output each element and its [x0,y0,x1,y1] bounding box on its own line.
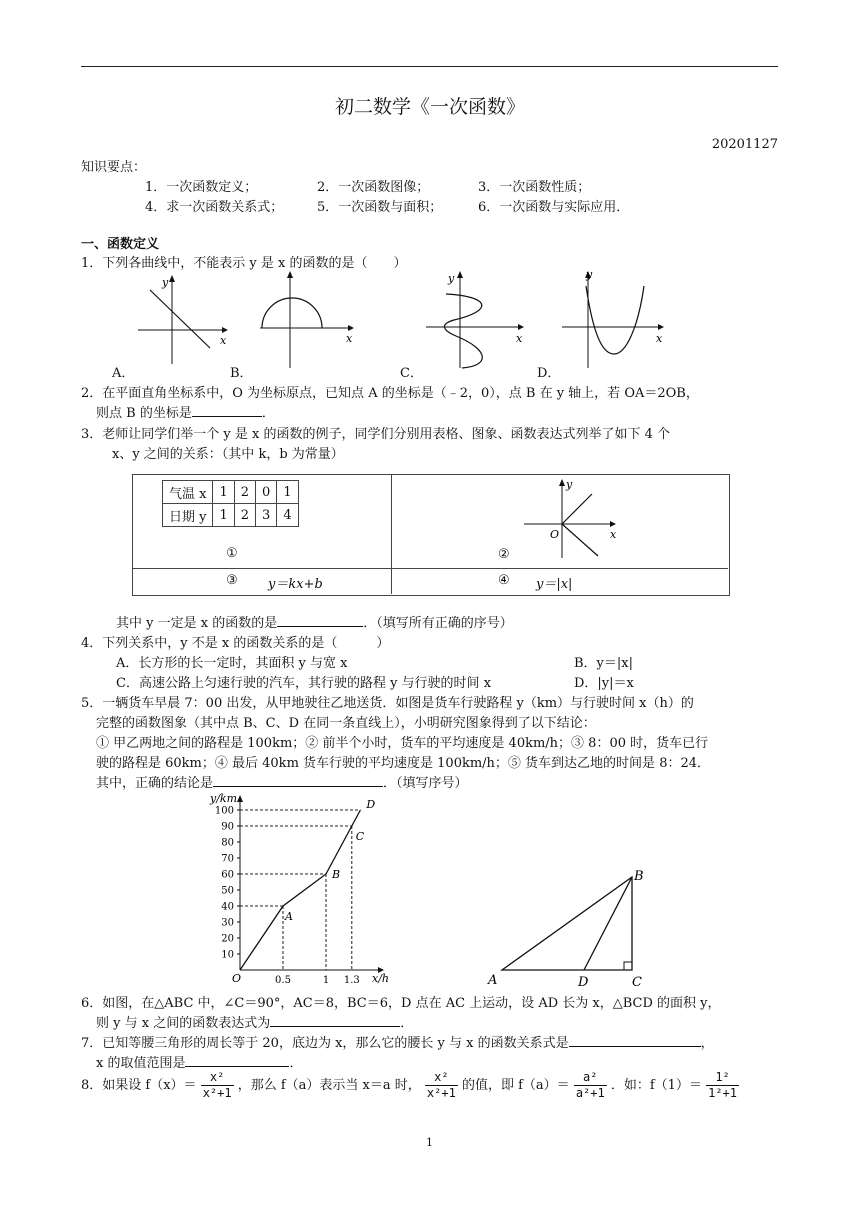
chart-ticks [215,806,360,987]
q1-option-d: D． [537,366,561,381]
table-cell: 1 [277,481,298,504]
segment-bd [584,877,632,970]
top-rule [81,66,778,67]
y-tick-label: 10 [221,949,234,961]
table-row [163,481,299,504]
q4-option-d: D．|y|＝x [574,676,634,691]
y-tick-label: 20 [221,933,234,945]
q3-line1: 3．老师让同学们举一个 y 是 x 的函数的例子，同学们分别用表格、图象、函数表达式列举了如下 4 个 [81,427,671,442]
table-cell: 2 [234,504,255,527]
svg-text:y: y [448,272,455,285]
q3-graph [510,476,630,562]
q4-option-c: C．高速公路上匀速行驶的汽车，其行驶的路程 y 与行驶的时间 x [116,676,492,691]
q5-line3: ① 甲乙两地之间的路程是 100km；② 前半个小时，货车的平均速度是 40km/h；③ 8：00 时，货车已行 [96,736,709,751]
x-axis-label: x/h [372,972,389,985]
x-tick-label: 1.3 [343,975,360,986]
point-label: B [332,868,341,881]
y-tick-label: 90 [221,821,234,833]
knowledge-item: 3．一次函数性质； [478,180,591,195]
q3-mark-4: ④ [498,573,510,588]
q6-line1: 6．如图，在△ABC 中，∠C＝90°，AC＝8，BC＝6，D 点在 AC 上运动，设 AD 长为 x，△BCD 的面积 y， [81,996,721,1011]
vertex-a-label: A [488,973,498,988]
y-axis-label: y/km [210,792,238,805]
knowledge-item: 5．一次函数与面积； [317,200,443,215]
axis-x-label: x [220,334,227,347]
y-tick-label: 60 [221,869,234,881]
x-tick-label: 0.5 [275,975,291,986]
knowledge-item: 4．求一次函数关系式； [145,200,284,215]
q1-graph-d [562,270,664,368]
q1-curves-figure [110,270,750,378]
q7-line2: x 的取值范围是 ． [96,1056,303,1071]
chart-axes [209,792,389,985]
q5-line2: 完整的函数图象（其中点 B、C、D 在同一条直线上），小明研究图象得到了以下结论： [96,716,596,731]
origin-label: O [550,528,560,541]
triangle-abc [502,877,632,970]
fraction: $\frac{\text{x²}}{\text{x²+1}}$ [202,1070,232,1100]
q1-graph-c [426,271,524,368]
point-label: A [285,910,293,923]
q8-line: 8．如果设 f（x）＝ $\frac{\text{x²}}{\text{x²+1}}$ ，那么 f（a）表示当 x＝a 时， $\frac{\text{x²}}{\text{x²+1}}$ 的值，即 f（a）＝ $\frac{\text{a²}}{\text{a²+1}}$ ．如：f（1）＝ $\frac{\text{1²}}{\text{1²+1}}$ [81,1070,737,1100]
q3-box-divider-v [391,474,392,594]
page-number: 1 [426,1136,433,1149]
triangle-abc-figure [484,862,654,990]
table-cell: 0 [256,481,277,504]
q2-line2: 则点 B 的坐标是 ． [96,406,275,421]
q6-line2: 则 y 与 x 之间的函数表达式为 ． [96,1016,414,1031]
series-line [240,810,360,970]
q1-option-b: B． [230,366,253,381]
axis-y-label: y [566,478,573,491]
answer-blank [213,774,383,787]
y-axis-arrow [237,795,243,802]
q5-line5: 其中，正确的结论是 ．（填写序号） [96,776,468,791]
q7-line1: 7．已知等腰三角形的周长等于 20，底边为 x，那么它的腰长 y 与 x 的函数关系式是 ， [81,1036,714,1051]
page-title: 初二数学《一次函数》 [334,96,525,118]
vertex-b-label: B [634,869,644,884]
axis-y-label: y [162,276,169,289]
point-d-label: D [578,975,589,990]
answer-blank [569,1034,701,1047]
doc-date: 20201127 [711,137,778,152]
point-label: C [355,830,365,843]
table-row [163,504,299,527]
y-tick-label: 40 [221,901,234,913]
answer-blank [185,1054,289,1067]
q2-line1: 2．在平面直角坐标系中，O 为坐标原点，已知点 A 的坐标是（﹣2，0），点 B 在 y 轴上，若 OA＝2OB， [81,386,699,401]
y-tick-label: 80 [221,837,234,849]
table-cell: 3 [256,504,277,527]
answer-blank [270,1014,400,1027]
chart-point-labels [284,798,375,923]
answer-blank [192,404,262,417]
q4-stem: 4．下列关系中，y 不是 x 的函数关系的是（ ） [81,636,390,651]
table-cell: 1 [213,481,234,504]
q1-option-a: A． [112,366,135,381]
knowledge-heading: 知识要点： [81,160,147,175]
y-tick-label: 50 [221,885,234,897]
q3-mark-2: ② [498,547,510,562]
q1-option-c: C． [400,366,423,381]
right-angle-mark [624,962,632,970]
q1-graph-a [138,275,228,364]
q3-expr-4: y＝|x| [536,577,573,592]
q5-distance-time-chart [200,788,400,992]
table-cell: 4 [277,504,298,527]
q5-line4: 驶的路程是 60km；④ 最后 40km 货车行驶的平均速度是 100km/h；⑤ 货车到达乙地的时间是 8：24． [96,756,711,771]
q3-answer: 其中 y 一定是 x 的函数的是 ．（填写所有正确的序号） [116,616,513,631]
q3-box-divider-h [132,568,728,569]
q3-mark-3: ③ [226,573,238,588]
y-tick-label: 70 [221,853,234,865]
answer-blank [277,614,363,627]
svg-text:x: x [656,332,663,345]
chart-series [240,810,360,970]
table-cell: 1 [213,504,234,527]
x-tick-label: 1 [322,975,330,986]
q3-expr-3: y＝kx+b [268,577,323,592]
q1-graph-b [260,271,354,368]
q5-line1: 5．一辆货车早晨 7：00 出发，从甲地驶往乙地送货．如图是货车行驶路程 y（km）与行驶时间 x（h）的 [81,696,694,711]
svg-text:x: x [346,332,353,345]
section-heading: 一、函数定义 [81,237,160,252]
table-cell: 2 [234,481,255,504]
origin-label: O [232,972,242,985]
q1-stem: 1．下列各曲线中，不能表示 y 是 x 的函数的是（ ） [81,256,407,271]
svg-text:x: x [516,332,523,345]
q3-mark-1: ① [226,546,238,561]
fraction: $\frac{\text{a²}}{\text{a²+1}}$ [575,1070,605,1100]
chart-guide-lines [240,810,360,970]
y-tick-label: 100 [214,805,234,817]
y-tick-label: 30 [221,917,234,929]
q4-option-a: A．长方形的长一定时，其面积 y 与宽 x [116,656,348,671]
q3-line2: x、y 之间的关系：（其中 k，b 为常量） [112,447,344,462]
q4-option-b: B．y＝|x| [574,656,633,671]
axis-x-label: x [610,528,617,541]
knowledge-item: 2．一次函数图像； [317,180,430,195]
vertex-c-label: C [632,975,642,990]
knowledge-item: 1．一次函数定义； [145,180,258,195]
q3-table [162,480,299,527]
point-label: D [366,798,376,811]
fraction: $\frac{\text{x²}}{\text{x²+1}}$ [426,1070,456,1100]
knowledge-item: 6．一次函数与实际应用． [478,200,630,215]
table-cell: 日期 y [163,504,213,527]
svg-text:y: y [586,270,593,281]
fraction: $\frac{\text{1²}}{\text{1²+1}}$ [708,1070,737,1100]
table-cell: 气温 x [163,481,213,504]
